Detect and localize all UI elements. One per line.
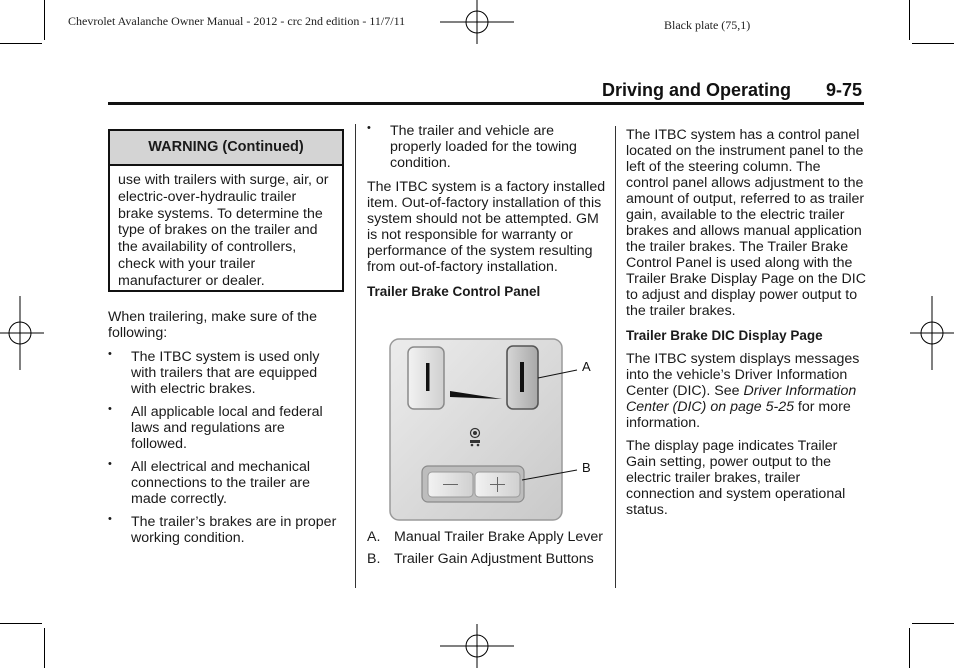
caption-letter: B. xyxy=(367,551,381,567)
bullet-list xyxy=(108,349,344,546)
caption-item xyxy=(367,529,607,545)
column-3 xyxy=(626,127,866,525)
bullet-list xyxy=(367,123,607,171)
caption-text: Trailer Gain Adjustment Buttons xyxy=(394,551,594,567)
caption-text: Manual Trailer Brake Apply Lever xyxy=(394,529,603,545)
intro-paragraph: When trailering, make sure of the following: xyxy=(108,309,317,341)
list-item xyxy=(367,123,607,171)
display-page-paragraph: The display page indicates Trailer Gain setting, power output to the electric trailer brakes, trailer connection and system operational status. xyxy=(626,438,846,518)
dic-reference-link[interactable]: Driver Information Center (DIC) on page 5-25 xyxy=(626,383,857,415)
column-1 xyxy=(108,309,344,553)
figure-captions xyxy=(367,529,607,573)
list-item xyxy=(108,404,344,452)
bullet-icon: • xyxy=(108,348,112,360)
dic-display-heading: Trailer Brake DIC Display Page xyxy=(626,328,823,343)
crop-mark xyxy=(0,43,42,44)
section-title: Driving and Operating xyxy=(602,80,792,100)
crop-mark xyxy=(0,623,42,624)
plate-title: Chevrolet Avalanche Owner Manual - 2012 - crc 2nd edition - 11/7/11 xyxy=(68,14,406,28)
callout-label-b: B xyxy=(582,460,591,475)
trailer-brake-control-panel-illustration xyxy=(382,333,604,523)
column-divider xyxy=(615,126,616,588)
caption-letter: A. xyxy=(367,529,381,545)
callout-label-a: A xyxy=(582,359,591,374)
caption-item xyxy=(367,551,607,567)
registration-mark-top xyxy=(440,0,514,44)
bullet-icon: • xyxy=(367,122,371,134)
list-item xyxy=(108,514,344,546)
list-item-text: The trailer and vehicle are properly loaded for the towing condition. xyxy=(390,123,577,171)
page-number: 9-75 xyxy=(826,80,863,100)
dic-messages-paragraph xyxy=(626,351,866,431)
plate-number: Black plate (75,1) xyxy=(664,18,751,32)
registration-mark-left xyxy=(0,296,44,370)
column-divider xyxy=(355,124,356,588)
warning-title: WARNING (Continued) xyxy=(110,131,342,166)
crop-mark xyxy=(909,628,910,668)
list-item xyxy=(108,459,344,507)
warning-body: use with trailers with surge, air, or electric-over-hydraulic trailer brake systems. To determine the type of brakes on the trailer and the availability of controllers, check with your trailer manufacturer or dealer. xyxy=(118,172,329,289)
column-2 xyxy=(367,123,607,307)
itbc-factory-paragraph: The ITBC system is a factory installed item. Out-of-factory installation of this system should not be attempted. GM is not responsible for warranty or performance of the system resulting from out-of-factory installation. xyxy=(367,179,606,275)
list-item-text: The trailer’s brakes are in proper working condition. xyxy=(131,514,337,546)
crop-mark xyxy=(44,0,45,40)
bullet-icon: • xyxy=(108,458,112,470)
bullet-icon: • xyxy=(108,513,112,525)
caption-list xyxy=(367,529,607,567)
paragraph-text: for more information. xyxy=(626,399,851,431)
list-item xyxy=(108,349,344,397)
header-rule xyxy=(108,102,864,105)
warning-box xyxy=(108,129,344,292)
crop-mark xyxy=(912,623,954,624)
bullet-icon: • xyxy=(108,403,112,415)
control-panel-paragraph: The ITBC system has a control panel located on the instrument panel to the left of the steering column. The control panel allows adjustment to the amount of output, referred to as trailer gain, available to the electric trailer brakes and allows manual application the trailer brakes. The Trailer Brake Control Panel is used along with the Trailer Brake Display Page on the DIC to adjust and display power output to the trailer brakes. xyxy=(626,127,866,319)
registration-mark-bottom xyxy=(440,624,514,668)
list-item-text: The ITBC system is used only with trailers that are equipped with electric brakes. xyxy=(131,349,320,397)
crop-mark xyxy=(909,0,910,40)
crop-mark xyxy=(912,43,954,44)
crop-mark xyxy=(44,628,45,668)
list-item-text: All electrical and mechanical connections to the trailer are made correctly. xyxy=(131,459,311,507)
registration-mark-right xyxy=(910,296,954,370)
paragraph-text: The ITBC system displays messages into the vehicle’s Driver Information Center (DIC). See xyxy=(626,351,860,399)
control-panel-heading: Trailer Brake Control Panel xyxy=(367,284,541,299)
list-item-text: All applicable local and federal laws and regulations are followed. xyxy=(131,404,323,452)
